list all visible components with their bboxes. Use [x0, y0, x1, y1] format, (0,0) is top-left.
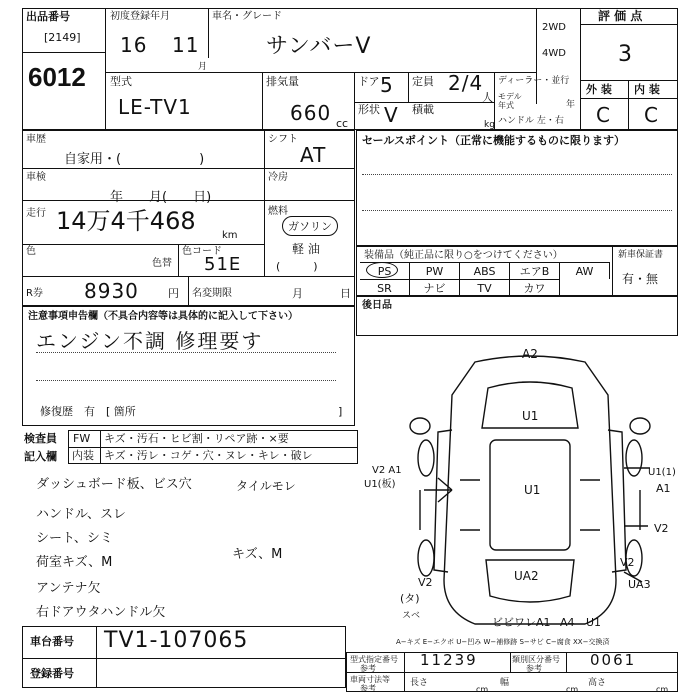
width-label: 幅 [500, 678, 510, 688]
score-label: 評 価 点 [598, 9, 643, 23]
score-hw: 3 [618, 42, 633, 67]
equipment-item-0-4: AW [560, 262, 610, 279]
ref-label-1: 参考 [360, 664, 376, 673]
mark-u1-hood: U1 [522, 409, 539, 423]
shape-hw: V [384, 103, 399, 127]
shape-label: 形状 [358, 103, 380, 116]
class-label: 類別区分番号 [512, 655, 560, 664]
shift-label: シフト [268, 134, 298, 145]
color-code-hw: 51E [204, 254, 242, 275]
equipment-item-1-0: SR [360, 279, 410, 296]
chassis-hw: TV1-107065 [104, 628, 249, 653]
repair-label: 修復歴 有 [ 箇所 [40, 405, 136, 418]
load-unit: kg [484, 120, 495, 130]
note-8: 右ドアウタハンドル欠 [36, 605, 166, 620]
fuel-gas: ガソリン [282, 216, 338, 236]
displacement-hw: 660 [290, 101, 332, 125]
mark-a1-bottom: A1 [536, 616, 551, 629]
fw-items: キズ・汚石・ヒビ割・リペア跡・×要 [104, 432, 289, 445]
class-hw: 0061 [590, 651, 637, 669]
deadline-label: 名変期限 [192, 288, 232, 299]
door-label: ドア [358, 75, 380, 88]
ref-label-2: 参考 [526, 664, 542, 673]
exterior-hw: C [596, 103, 611, 127]
later-box [356, 296, 678, 336]
inspection-label: 車検 [26, 172, 46, 183]
interior-hw: C [644, 103, 659, 127]
mark-a1-right: A1 [656, 482, 671, 495]
equipment-item-0-2: ABS [460, 262, 510, 279]
equipment-item-1-2: TV [460, 279, 510, 296]
dealer-label: ディーラー・並行 [498, 76, 570, 86]
repair-bracket: ] [338, 405, 343, 418]
displacement-label: 排気量 [266, 75, 299, 88]
ref-label-3: 参考 [360, 684, 376, 693]
lot-number: 6012 [28, 62, 86, 92]
note-1: ダッシュボード板、ビス穴 [36, 477, 192, 492]
door-hw: 5 [380, 73, 394, 97]
color-change-label: 色替 [152, 258, 172, 269]
mark-crack: ビビワレ [492, 616, 536, 629]
mark-u1-right: U1(1) [648, 467, 676, 478]
mileage-label: 走行 [26, 208, 46, 219]
equipment-item-0-0: PS [360, 262, 410, 279]
mark-ua2-rear: UA2 [514, 569, 539, 583]
capacity-unit: 人 [482, 91, 493, 104]
handle-label: ハンドル 左・右 [498, 116, 564, 126]
sales-title: セールスポイント（正常に機能するものに限ります） [362, 134, 626, 147]
notes-hw: エンジン不調 修理要す [36, 329, 264, 353]
inner-label: 内装 [72, 449, 94, 462]
lot-label: 出品番号 [26, 10, 70, 23]
mark-u1-board: U1(板) [364, 479, 396, 490]
equipment-item-1-1: ナビ [410, 279, 460, 296]
height-cm: cm [656, 685, 669, 694]
month-unit: 月 [198, 62, 208, 72]
mark-v2-rightrear: V2 [620, 556, 635, 569]
fw-label: FW [73, 432, 91, 445]
model-year-label: モデル年式 [498, 92, 522, 110]
inner-items: キズ・汚レ・コゲ・穴・ヌレ・キレ・破レ [104, 449, 313, 462]
name-hw: サンバーV [266, 34, 372, 59]
deadline-month: 月 [292, 287, 303, 300]
length-cm: cm [476, 685, 489, 694]
reg-year-label: 初度登録年月 [110, 11, 170, 22]
length-label: 長さ [410, 678, 429, 688]
note-3: ハンドル、スレ [36, 507, 126, 522]
notes-title: 注意事項申告欄（不具合内容等は具体的に記入して下さい） [28, 311, 298, 322]
later-label: 後日品 [362, 300, 392, 311]
inspector-label: 検査員 [24, 432, 57, 445]
mark-sube: スベ [402, 611, 421, 621]
type-hw: LE-TV1 [118, 95, 192, 119]
drive-4wd: 4WD [542, 48, 566, 59]
mileage-hw: 14万4千468 [56, 207, 196, 235]
mark-u1-bottom: U1 [586, 616, 602, 629]
note-6: キズ、M [232, 547, 283, 562]
mark-v2-leftrear: V2 [418, 576, 433, 589]
shift-hw: AT [300, 143, 327, 167]
mark-v2a1-left: V2 A1 [372, 465, 402, 476]
height-label: 高さ [588, 678, 607, 688]
ps-circle [366, 262, 398, 278]
note-4: シート、シミ [36, 531, 113, 546]
equipment-item-0-1: PW [410, 262, 460, 279]
inspection-value: 年 月( 日) [110, 190, 212, 205]
reg-year-hw: 16 [120, 33, 148, 57]
history-label: 車歴 [26, 134, 46, 145]
mark-ta: (タ) [400, 592, 420, 605]
history-value: 自家用・( ) [64, 152, 205, 167]
mileage-unit: km [222, 230, 238, 241]
lot-ref: [2149] [44, 31, 81, 44]
note-2: タイルモレ [236, 479, 296, 493]
chassis-label: 車台番号 [30, 635, 74, 648]
deadline-day: 日 [340, 287, 351, 300]
legend-text: A−キズ E−エクボ U−凹み W−補修跡 S−サビ C−腐食 XX−交換済 [396, 638, 610, 646]
reg-label: 登録番号 [30, 667, 74, 680]
capacity-label: 定員 [412, 75, 434, 88]
mark-a2-top: A2 [522, 347, 538, 361]
recycle-hw: 8930 [84, 279, 139, 303]
yen-unit: 円 [168, 287, 179, 300]
mark-ua3: UA3 [628, 578, 651, 591]
drive-2wd: 2WD [542, 22, 566, 33]
load-label: 積載 [412, 103, 434, 116]
model-spec-hw: 11239 [420, 651, 478, 669]
dims-label: 車両寸法等 [350, 675, 390, 684]
model-spec-label: 型式指定番号 [350, 655, 398, 664]
aircon-label: 冷房 [268, 172, 288, 183]
mark-u1-roof: U1 [524, 483, 541, 497]
width-cm: cm [566, 685, 579, 694]
equipment-item-0-3: エアB [510, 262, 560, 279]
mark-v2-right: V2 [654, 522, 669, 535]
record-label: 記入欄 [24, 450, 57, 463]
name-label: 車名・グレード [212, 11, 282, 22]
year-unit: 年 [566, 100, 576, 110]
mark-a4: A4 [560, 616, 575, 629]
color-label: 色 [26, 246, 36, 257]
interior-label: 内 装 [634, 83, 660, 96]
note-5: 荷室キズ、M [36, 555, 113, 570]
exterior-label: 外 装 [586, 83, 612, 96]
fuel-label: 燃料 [268, 206, 288, 217]
warranty-label: 新車保証書 [618, 250, 664, 260]
sales-box [356, 130, 678, 246]
fuel-blank: ( ) [276, 260, 318, 273]
equipment-title: 装備品（純正品に限り○をつけてください） [364, 250, 563, 261]
displacement-unit: cc [336, 117, 349, 130]
note-7: アンテナ欠 [36, 581, 101, 596]
warranty-value: 有・無 [622, 272, 659, 286]
capacity-hw: 2/4 [448, 71, 484, 95]
recycle-label: R券 [26, 288, 43, 299]
color-code-label: 色コード [182, 246, 222, 257]
equipment-item-1-3: カワ [510, 279, 560, 296]
fuel-diesel: 軽 油 [292, 242, 320, 256]
reg-month-hw: 11 [172, 33, 200, 57]
type-label: 型式 [110, 75, 132, 88]
